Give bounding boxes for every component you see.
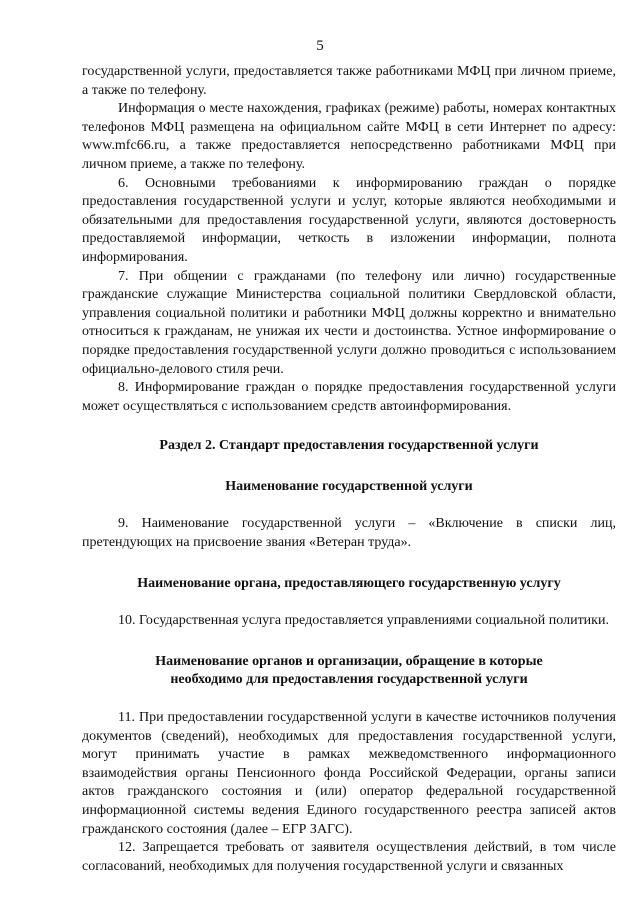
paragraph-9: 9. Наименование государственной услуги – «Включение в списки лиц, претендующих на присвоение звания «Ветеран труда». bbox=[82, 516, 616, 551]
paragraph-6: 6. Основными требованиями к информированию граждан о порядке предоставления государственной услуги и услуг, которые являются необходимыми и обязательными для предоставления государственной услуги, являются достоверность предоставляемой информации, четкость в изложении информации, полнота информирования. bbox=[82, 175, 616, 265]
paragraph-12: 12. Запрещается требовать от заявителя осуществления действий, в том числе согласований, необходимых для получения государственной услуги и связанных bbox=[82, 840, 616, 874]
page-number: 5 bbox=[316, 38, 324, 54]
paragraph-8: 8. Информирование граждан о порядке предоставления государственной услуги может осуществляться с использованием средств автоинформирования. bbox=[82, 380, 616, 414]
paragraph-7: 7. При общении с гражданами (по телефону или лично) государственные гражданские служащие Министерства социальной политики Свердловской области, управления социальной политики и работники МФЦ должны корректно и внимательно относиться к гражданам, не унижая их чести и достоинства. Устное информирование о порядке предоставления государственной услуги должно проводиться с использованием официально-делового стиля речи. bbox=[82, 268, 616, 377]
organizations-heading bbox=[82, 653, 616, 690]
paragraph-mfc-info: Информация о месте нахождения, графиках (режиме) работы, номерах контактных телефонов МФЦ размещена на официальном сайте МФЦ в сети Интернет по адресу: www.mfc66.ru, а также предоставляется непосредственно работниками МФЦ при личном приеме, а также по телефону. bbox=[82, 101, 616, 172]
service-name-heading: Наименование государственной услуги bbox=[225, 478, 473, 494]
section-2-heading: Раздел 2. Стандарт предоставления государственной услуги bbox=[159, 438, 539, 454]
document-body bbox=[82, 63, 616, 876]
organ-name-heading: Наименование органа, предоставляющего государственную услугу bbox=[137, 575, 561, 591]
organizations-heading-line-2: необходимо для предоставления государственной услуги bbox=[170, 672, 528, 688]
paragraph-10: 10. Государственная услуга предоставляется управлениями социальной политики. bbox=[118, 613, 609, 629]
paragraph-11: 11. При предоставлении государственной услуги в качестве источников получения документов (сведений), необходимых для предоставления государственной услуги, могут принимать участие в рамках межведомственного информационного взаимодействия органы Пенсионного фонда Российской Федерации, органы записи актов гражданского состояния и (или) оператор федеральной государственной информационной системы ведения Единого государственного реестра записей актов гражданского состояния (далее – ЕГР ЗАГС). bbox=[82, 710, 616, 837]
organizations-heading-line-1: Наименование органов и организации, обращение в которые bbox=[155, 653, 543, 669]
paragraph-continuation: государственной услуги, предоставляется также работниками МФЦ при личном приеме, а также по телефону. bbox=[82, 64, 616, 98]
